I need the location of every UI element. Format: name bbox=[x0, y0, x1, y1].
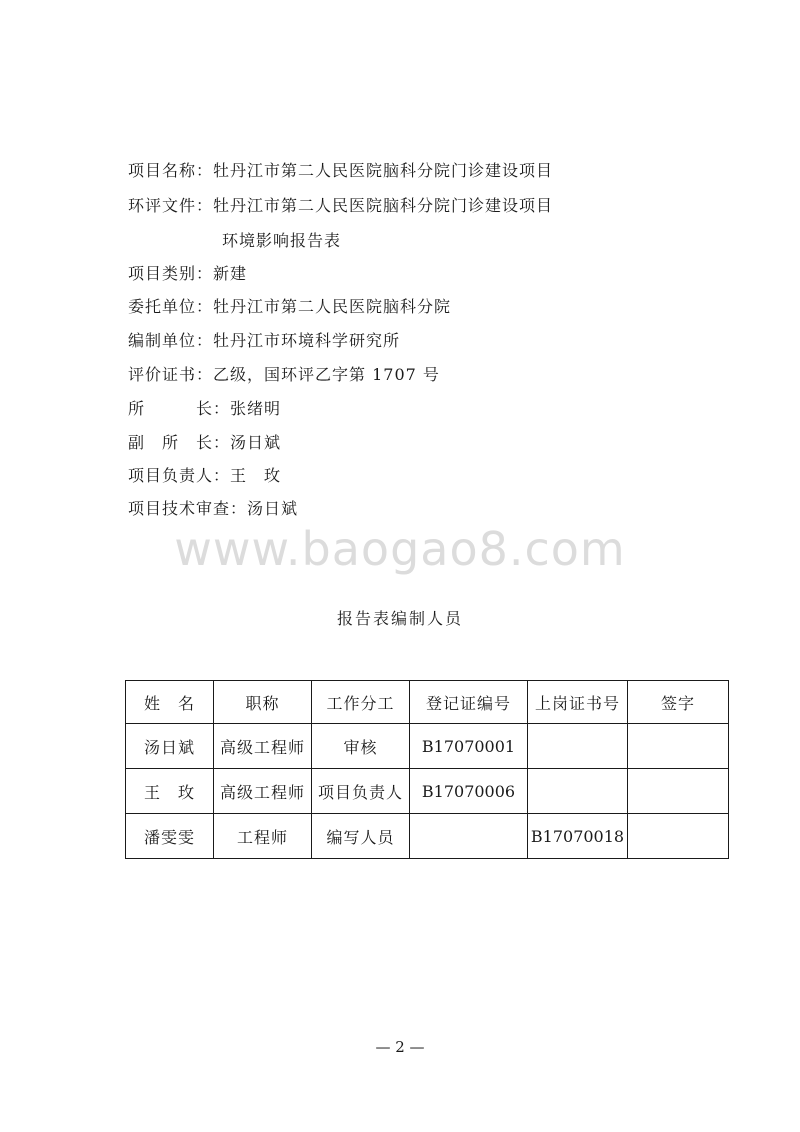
watermark: www.baogao8.com bbox=[174, 522, 626, 576]
cell-signature bbox=[628, 769, 729, 814]
cell-title: 工程师 bbox=[214, 814, 312, 859]
cell-role: 编写人员 bbox=[312, 814, 410, 859]
project-lead-line: 项目负责人：王 玫 bbox=[128, 466, 282, 485]
cell-registration-no: B17070001 bbox=[410, 724, 528, 769]
deputy-director-line: 副 所 长：汤日斌 bbox=[128, 433, 282, 452]
certificate-line: 评价证书：乙级，国环评乙字第 1707 号 bbox=[128, 365, 440, 384]
client-line: 委托单位：牡丹江市第二人民医院脑科分院 bbox=[128, 297, 452, 316]
cell-signature bbox=[628, 724, 729, 769]
header-registration-no: 登记证编号 bbox=[410, 681, 528, 724]
header-certificate-no: 上岗证书号 bbox=[528, 681, 628, 724]
page-number: — 2 — bbox=[375, 1038, 425, 1056]
cell-name: 潘雯雯 bbox=[126, 814, 214, 859]
cell-signature bbox=[628, 814, 729, 859]
table-title: 报告表编制人员 bbox=[336, 609, 463, 628]
cell-certificate-no bbox=[528, 724, 628, 769]
cell-title: 高级工程师 bbox=[214, 724, 312, 769]
cell-name: 汤日斌 bbox=[126, 724, 214, 769]
header-signature: 签字 bbox=[628, 681, 729, 724]
project-type-line: 项目类别：新建 bbox=[128, 264, 248, 283]
cell-certificate-no bbox=[528, 769, 628, 814]
staff-table bbox=[125, 680, 729, 859]
header-title: 职称 bbox=[214, 681, 312, 724]
cell-registration-no: B17070006 bbox=[410, 769, 528, 814]
compiler-line: 编制单位：牡丹江市环境科学研究所 bbox=[128, 331, 401, 350]
cell-role: 审核 bbox=[312, 724, 410, 769]
project-name-line: 项目名称：牡丹江市第二人民医院脑科分院门诊建设项目 bbox=[128, 161, 554, 180]
table-row bbox=[126, 814, 729, 859]
cell-name: 王 玫 bbox=[126, 769, 214, 814]
table-row bbox=[126, 769, 729, 814]
cell-registration-no bbox=[410, 814, 528, 859]
header-name: 姓 名 bbox=[126, 681, 214, 724]
cell-certificate-no: B17070018 bbox=[528, 814, 628, 859]
eia-file-line-continued: 环境影响报告表 bbox=[222, 231, 342, 250]
tech-review-line: 项目技术审查：汤日斌 bbox=[128, 499, 299, 518]
cell-role: 项目负责人 bbox=[312, 769, 410, 814]
eia-file-line: 环评文件：牡丹江市第二人民医院脑科分院门诊建设项目 bbox=[128, 196, 554, 215]
table-row bbox=[126, 724, 729, 769]
cell-title: 高级工程师 bbox=[214, 769, 312, 814]
director-line: 所 长：张绪明 bbox=[128, 399, 282, 418]
table-header-row bbox=[126, 681, 729, 724]
header-role: 工作分工 bbox=[312, 681, 410, 724]
